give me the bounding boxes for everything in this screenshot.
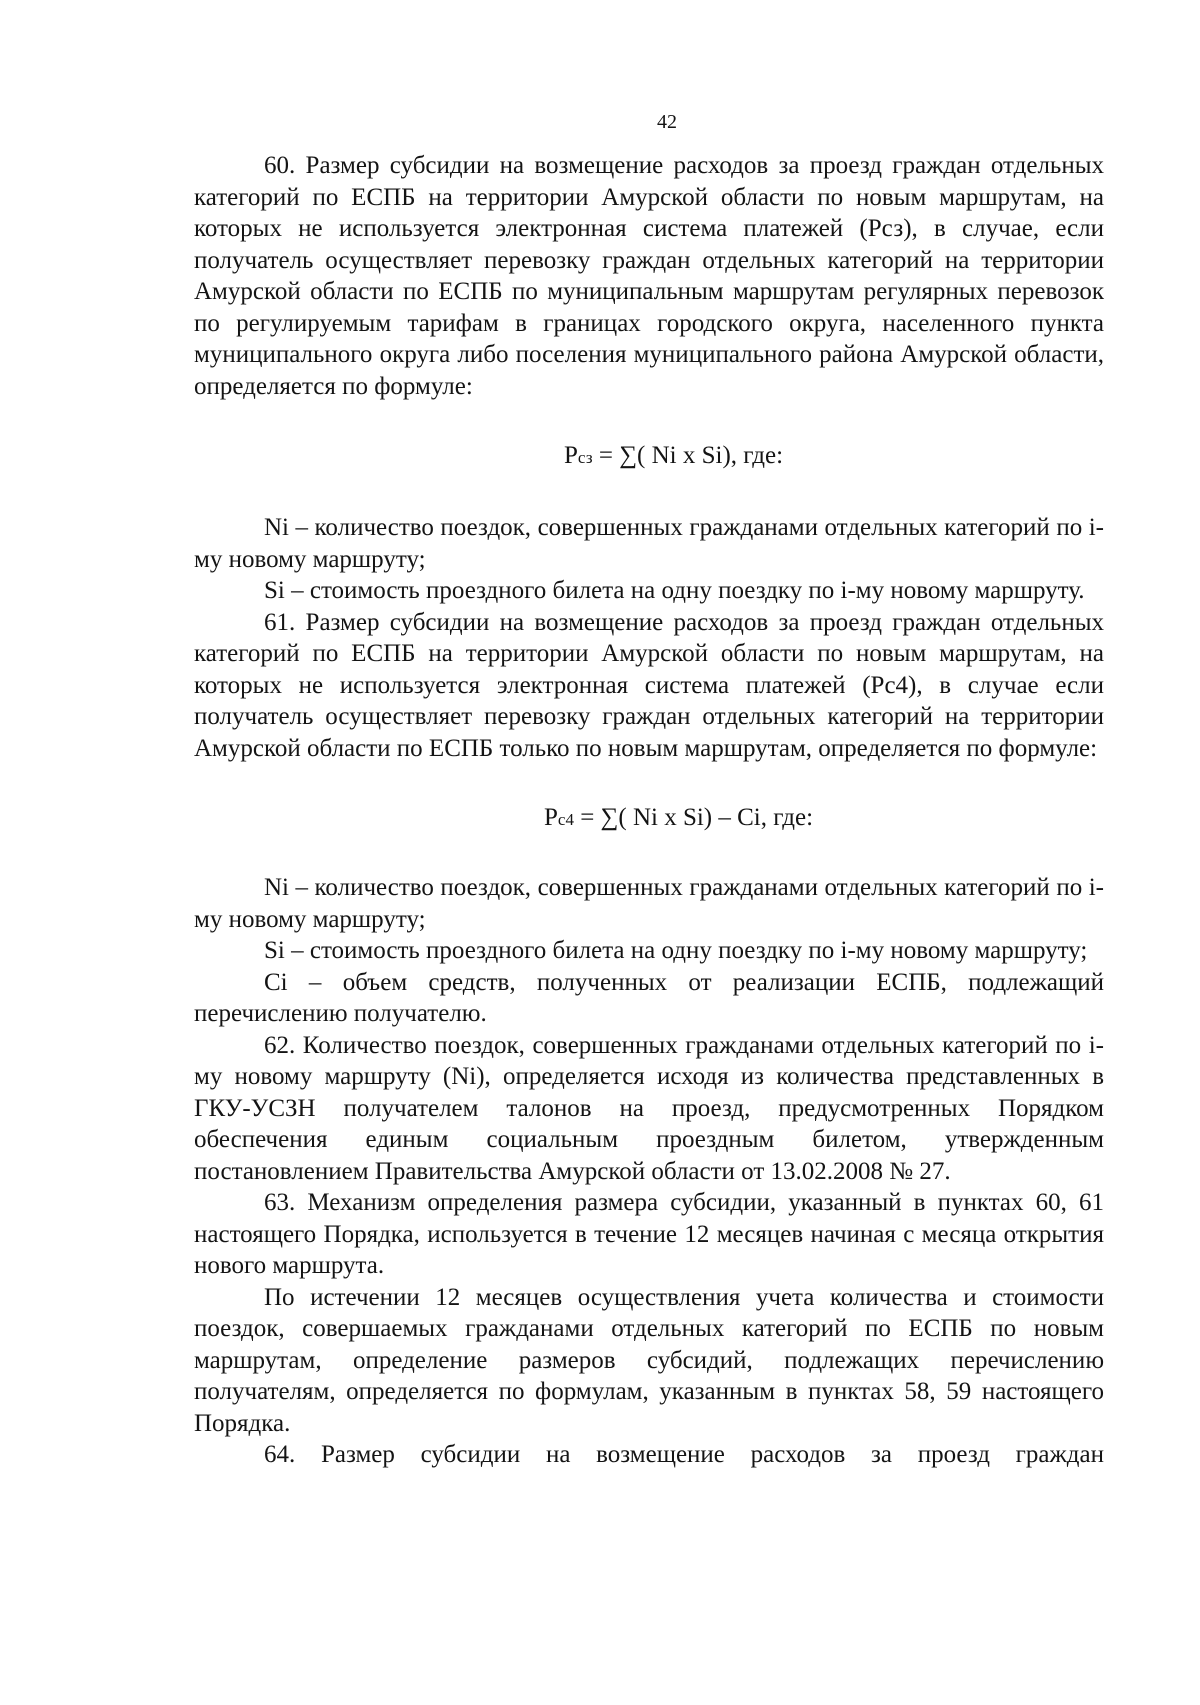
formula-rsz-lhs: Р	[564, 442, 578, 469]
formula-rsz-subscript: сз	[577, 448, 593, 467]
page-number: 42	[657, 111, 677, 133]
paragraph-60: 60. Размер субсидии на возмещение расходов за проезд граждан отдельных категорий по ЕСПБ на территории Амурской области по новым маршрутам, на которых не используется электронная система платежей (Рсз), в случае, если получатель осуществляет перевозку граждан отдельных категорий на территории Амурской области по ЕСПБ по муниципальным маршрутам регулярных перевозок по регулируемым тарифам в границах городского округа, населенного пункта муниципального округа либо поселения муниципального района Амурской области, определяется по формуле:	[194, 152, 1104, 400]
definition-si-2: Si – стоимость проездного билета на одну поездку по i-му новому маршруту;	[264, 937, 1088, 964]
paragraph-61: 61. Размер субсидии на возмещение расходов за проезд граждан отдельных категорий по ЕСПБ на территории Амурской области по новым маршрутам, на которых не используется электронная система платежей (Рс4), в случае если получатель осуществляет перевозку граждан отдельных категорий на территории Амурской области по ЕСПБ только по новым маршрутам, определяется по формуле:	[194, 608, 1104, 762]
formula-rs4	[194, 802, 1104, 836]
paragraph-63: 63. Механизм определения размера субсидии, указанный в пунктах 60, 61 настоящего Порядка, используется в течение 12 месяцев начиная с месяца открытия нового маршрута.	[194, 1189, 1104, 1279]
definition-ni-1: Ni – количество поездок, совершенных гражданами отдельных категорий по i-му новому маршруту;	[194, 514, 1104, 573]
paragraph-63-continuation: По истечении 12 месяцев осуществления учета количества и стоимости поездок, совершаемых гражданами отдельных категорий по ЕСПБ по новым маршрутам, определение размеров субсидий, подлежащих перечислению получателям, определяется по формулам, указанным в пунктах 58, 59 настоящего Порядка.	[194, 1283, 1104, 1437]
formula-rs4-subscript: с4	[557, 810, 574, 829]
formula-rsz	[194, 440, 1104, 474]
definition-si-1: Si – стоимость проездного билета на одну поездку по i-му новому маршруту.	[264, 577, 1085, 604]
definition-ni-2: Ni – количество поездок, совершенных гражданами отдельных категорий по i-му новому маршруту;	[194, 874, 1104, 933]
paragraph-62: 62. Количество поездок, совершенных гражданами отдельных категорий по i-му новому маршруту (Ni), определяется исходя из количества представленных в ГКУ-УСЗН получателем талонов на проезд, предусмотренных Порядком обеспечения единым социальным проездным билетом, утвержденным постановлением Правительства Амурской области от 13.02.2008 № 27.	[194, 1031, 1104, 1185]
formula-rs4-lhs: Р	[544, 804, 558, 831]
formula-rs4-rhs: = ∑( Ni x Si) – Ci, где:	[573, 804, 814, 831]
formula-rsz-rhs: = ∑( Ni x Si), где:	[592, 442, 784, 469]
paragraph-64: 64. Размер субсидии на возмещение расходов за проезд граждан	[264, 1441, 1104, 1468]
definition-ci: Ci – объем средств, полученных от реализации ЕСПБ, подлежащий перечислению получателю.	[194, 968, 1104, 1027]
